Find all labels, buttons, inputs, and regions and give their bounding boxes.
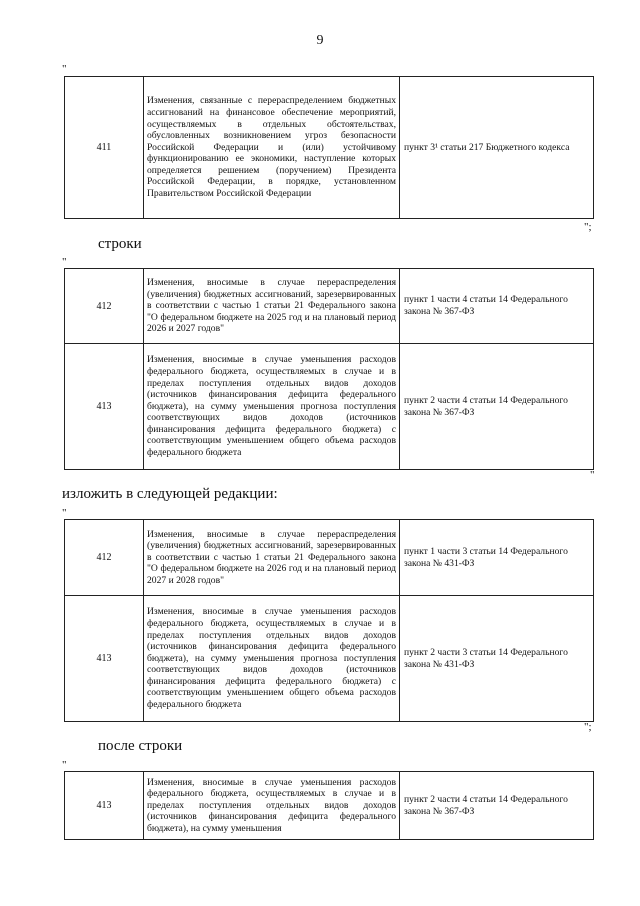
- row-description: Изменения, вносимые в случае уменьшения расходов федерального бюджета, осуществляемых в случае и в пределах поступления отдельных видов доходов (источников финансирования дефицита федерального бюджета), на сумму уменьшения прогноза поступления соответствующих видов доходов (источников финансирования дефицита федерального бюджета) с соответствующим уменьшением общего объема расходов федерального бюджета: [144, 344, 400, 470]
- row-description: Изменения, вносимые в случае перераспределения (увеличения) бюджетных ассигнований, зарезервированных в соответствии с частью 1 статьи 21 Федерального закона "О федеральном бюджете на 2026 год и на плановый период 2027 и 2028 годов": [144, 520, 400, 596]
- section-heading: строки: [98, 236, 142, 252]
- row-code: 413: [65, 596, 144, 722]
- row-basis: пункт 1 части 4 статьи 14 Федерального закона № 367-ФЗ: [400, 269, 594, 344]
- row-description: Изменения, вносимые в случае уменьшения расходов федерального бюджета, осуществляемых в случае и в пределах поступления отдельных видов доходов (источников финансирования дефицита федерального бюджета), на сумму уменьшения прогноза поступления соответствующих видов доходов (источников финансирования дефицита федерального бюджета) с соответствующим уменьшением общего объема расходов федерального бюджета: [144, 596, 400, 722]
- close-quote: ";: [584, 721, 592, 733]
- row-code: 413: [65, 344, 144, 470]
- row-basis: пункт 2 части 4 статьи 14 Федерального закона № 367-ФЗ: [400, 772, 594, 840]
- row-description: Изменения, вносимые в случае уменьшения расходов федерального бюджета, осуществляемых в случае и в пределах поступления отдельных видов доходов (источников финансирования дефицита федерального бюджета), на сумму уменьшения: [144, 772, 400, 840]
- open-quote: ": [62, 256, 67, 268]
- open-quote: ": [62, 507, 67, 519]
- close-quote: ": [590, 469, 595, 481]
- row-basis: пункт 3¹ статьи 217 Бюджетного кодекса: [400, 77, 594, 219]
- row-basis: пункт 1 части 3 статьи 14 Федерального закона № 431-ФЗ: [400, 520, 594, 596]
- close-quote: ";: [584, 221, 592, 233]
- row-code: 412: [65, 520, 144, 596]
- section-heading: после строки: [98, 738, 183, 754]
- row-code: 412: [65, 269, 144, 344]
- row-description: Изменения, связанные с перераспределением бюджетных ассигнований на финансовое обеспечение мероприятий, осуществляемых в отдельных обстоятельствах, обусловленных возникновением угроз безопасности Российской Федерации и (или) устойчивому функционированию ее экономики, наступление которых определяется решением (поручением) Президента Российской Федерации, в порядке, установленном Правительством Российской Федерации: [144, 77, 400, 219]
- row-basis: пункт 2 части 4 статьи 14 Федерального закона № 367-ФЗ: [400, 344, 594, 470]
- section-heading: изложить в следующей редакции:: [62, 486, 278, 502]
- row-code: 411: [65, 77, 144, 219]
- row-description: Изменения, вносимые в случае перераспределения (увеличения) бюджетных ассигнований, зарезервированных в соответствии с частью 1 статьи 21 Федерального закона "О федеральном бюджете на 2025 год и на плановый период 2026 и 2027 годов": [144, 269, 400, 344]
- row-basis: пункт 2 части 3 статьи 14 Федерального закона № 431-ФЗ: [400, 596, 594, 722]
- open-quote: ": [62, 63, 67, 75]
- table-row: [65, 772, 594, 840]
- open-quote: ": [62, 759, 67, 771]
- budget-table: [64, 771, 594, 840]
- page-number: 9: [316, 33, 324, 48]
- row-code: 413: [65, 772, 144, 840]
